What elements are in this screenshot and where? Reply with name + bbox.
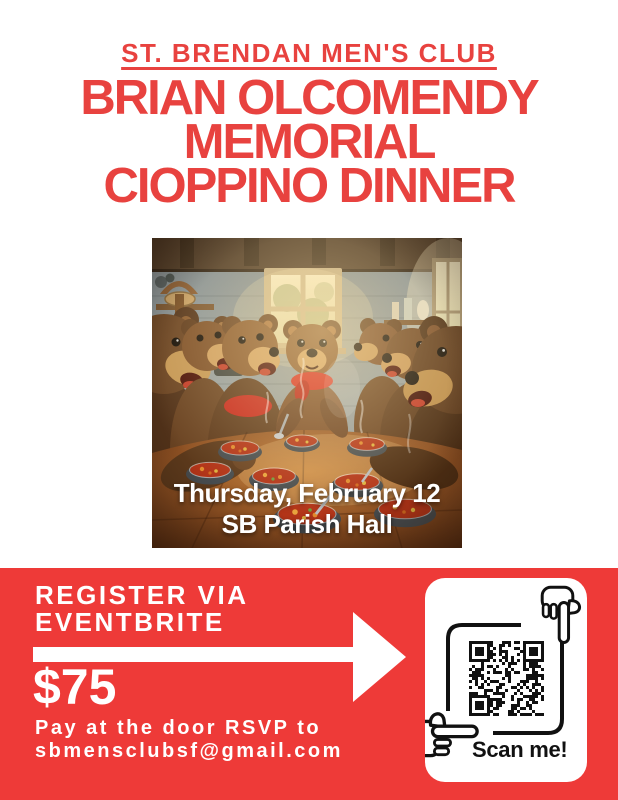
event-title-line1: BRIAN OLCOMENDY [80, 71, 538, 125]
event-title-line3: CIOPPINO DINNER [103, 159, 515, 213]
qr-code-icon [469, 641, 544, 716]
register-line2: EVENTBRITE [35, 607, 225, 637]
rsvp-email[interactable]: sbmensclubsf@gmail.com [35, 740, 343, 762]
event-venue: SB Parish Hall [221, 509, 393, 539]
pay-at-door-text: Pay at the door RSVP to [35, 717, 322, 739]
event-date: Thursday, February 12 [173, 478, 441, 508]
price: $75 [33, 659, 117, 715]
pointing-hand-right-icon [425, 714, 477, 756]
footer-band [0, 568, 618, 800]
register-line1: REGISTER VIA [35, 580, 249, 610]
club-name: ST. BRENDAN MEN'S CLUB [121, 38, 497, 68]
event-title-line2: MEMORIAL [183, 115, 435, 169]
event-title [0, 71, 618, 213]
pointing-hand-down-icon [542, 587, 579, 642]
bears-dinner-photo [152, 238, 462, 548]
qr-card[interactable] [425, 578, 587, 782]
payment-info [35, 717, 343, 763]
photo-caption [152, 478, 462, 540]
scan-me-label: Scan me! [472, 737, 568, 762]
